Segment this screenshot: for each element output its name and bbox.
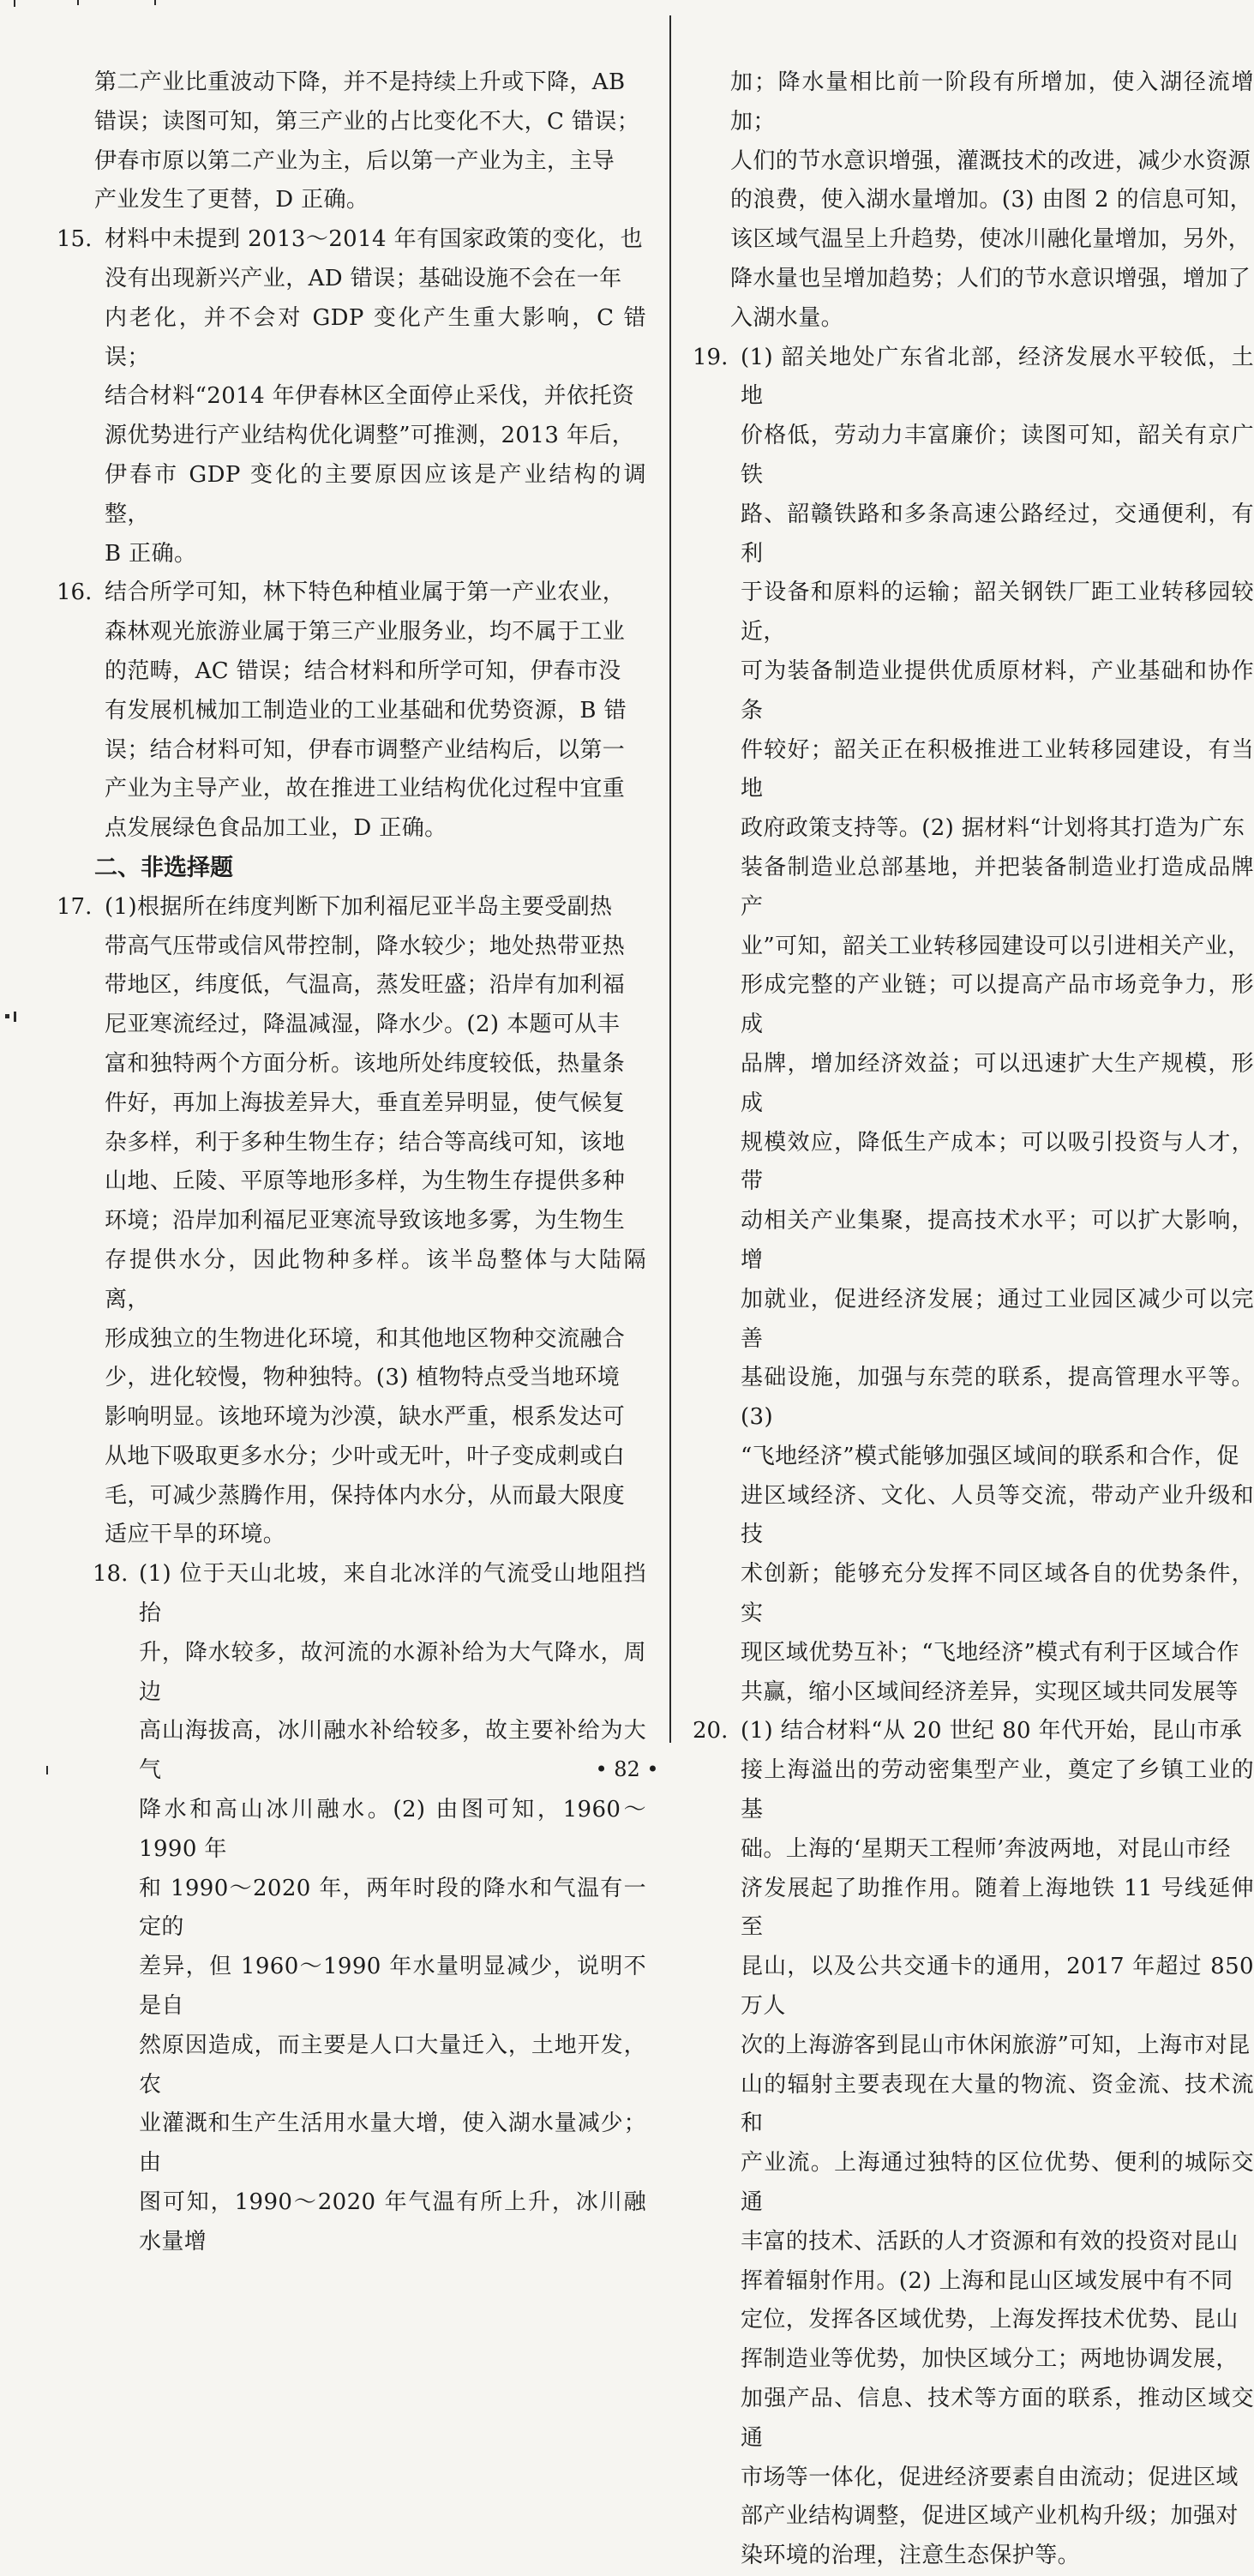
scan-mark bbox=[77, 0, 79, 5]
answer-text: 材料中未提到 2013～2014 年有国家政策的变化，也 没有出现新兴产业，AD 错误；基础设施不会在一年 内老化，并不会对 GDP 变化产生重大影响，C 错误； 结合材料“2014 年伊春林区全面停止采伐，并依托资 源优势进行产业结构优化调整”可推测，2013 年后， 伊春市 GDP 变化的主要原因应该是产业结构的调整， B 正确。 bbox=[105, 226, 646, 567]
answer-text: (1)根据所在纬度判断下加利福尼亚半岛主要受副热 带高气压带或信风带控制，降水较少；地处热带亚热 带地区，纬度低，气温高，蒸发旺盛；沿岸有加利福 尼亚寒流经过，降温减湿，降水少。(2) 本题可从丰 富和独特两个方面分析。该地所处纬度较低，热量条 件好，再加上海拔差异大，垂直差异明显，使气候复 杂多样，利于多种生物生存；结合等高线可知，该地 山地、丘陵、平原等地形多样，为生物生存提供多种 环境；沿岸加利福尼亚寒流导致该地多雾，为生物生 存提供水分，因此物种多样。该半岛整体与大陆隔离， 形成独立的生物进化环境，和其他地区物种交流融合 少，进化较慢，物种独特。(3) 植物特点受当地环境 影响明显。该地环境为沙漠，缺水严重，根系发达可 从地下吸取更多水分；少叶或无叶，叶子变成刺或白 毛，可减少蒸腾作用，保持体内水分，从而最大限度 适应干旱的环境。 bbox=[105, 893, 646, 1548]
answer-number: 18. bbox=[93, 1561, 129, 1588]
answer-item bbox=[693, 1712, 1254, 2576]
right-column bbox=[693, 63, 1254, 2576]
answer-item bbox=[693, 339, 1254, 1713]
page-number: • 82 • bbox=[595, 1757, 659, 1781]
scan-mark bbox=[14, 0, 15, 7]
answer-text: (1) 韶关地处广东省北部，经济发展水平较低，土地 价格低，劳动力丰富廉价；读图可知，韶关有京广铁 路、韶赣铁路和多条高速公路经过，交通便利，有利 于设备和原料的运输；韶关钢铁厂距工业转移园较近， 可为装备制造业提供优质原材料，产业基础和协作条 件较好；韶关正在积极推进工业转移园建设，有当地 政府政策支持等。(2) 据材料“计划将其打造为广东 装备制造业总部基地，并把装备制造业打造成品牌产 业”可知，韶关工业转移园建设可以引进相关产业， 形成完整的产业链；可以提高产品市场竞争力，形成 品牌，增加经济效益；可以迅速扩大生产规模，形成 规模效应，降低生产成本；可以吸引投资与人才，带 动相关产业集聚，提高技术水平；可以扩大影响，增 加就业，促进经济发展；通过工业园区减少可以完善 基础设施，加强与东莞的联系，提高管理水平等。(3) “飞地经济”模式能够加强区域间的联系和合作，促 进区域经济、文化、人员等交流，带动产业升级和技 术创新；能够充分发挥不同区域各自的优势条件，实 现区域优势互补；“飞地经济”模式有利于区域合作 共赢，缩小区域间经济差异，实现区域共同发展等 bbox=[741, 344, 1254, 1705]
scan-mark bbox=[5, 1014, 9, 1018]
answer-number: 17. bbox=[57, 893, 93, 920]
answer-number: 15. bbox=[57, 226, 93, 253]
answer-number: 16. bbox=[57, 579, 93, 606]
answer-item bbox=[93, 1555, 646, 2261]
scan-mark bbox=[154, 0, 156, 5]
scan-mark bbox=[14, 1012, 16, 1022]
answer-item bbox=[57, 888, 646, 1556]
answer-number: 20. bbox=[693, 1718, 729, 1744]
answer-text: (1) 结合材料“从 20 世纪 80 年代开始，昆山市承 接上海溢出的劳动密集型产业，奠定了乡镇工业的基 础。上海的‘星期天工程师’奔波两地，对昆山市经 济发展起了助推作用。随着上海地铁 11 号线延伸至 昆山，以及公共交通卡的通用，2017 年超过 850 万人 次的上海游客到昆山市休闲旅游”可知，上海市对昆 山的辐射主要表现在大量的物流、资金流、技术流和 产业流。上海通过独特的区位优势、便利的城际交通 丰富的技术、活跃的人才资源和有效的投资对昆山 挥着辐射作用。(2) 上海和昆山区域发展中有不同 定位，发挥各区域优势，上海发挥技术优势、昆山 挥制造业等优势，加快区域分工；两地协调发展， 加强产品、信息、技术等方面的联系，推动区域交通 市场等一体化，促进经济要素自由流动；促进区域 部产业结构调整，促进区域产业机构升级；加强对 染环境的治理，注意生态保护等。 bbox=[741, 1718, 1254, 2569]
answer-number: 19. bbox=[693, 344, 729, 370]
section-title: 二、非选择题 bbox=[94, 854, 233, 881]
answer-continuation: 第二产业比重波动下降，并不是持续上升或下降，AB 错误；读图可知，第三产业的占比变化不大，C 错误； 伊春市原以第二产业为主，后以第一产业为主，主导 产业发生了更替，D 正确。 bbox=[94, 69, 640, 213]
column-divider bbox=[669, 15, 671, 1743]
answer-text: 结合所学可知，林下特色种植业属于第一产业农业， 森林观光旅游业属于第三产业服务业，均不属于工业 的范畴，AC 错误；结合材料和所学可知，伊春市没 有发展机械加工制造业的工业基础和优势资源，B 错 误；结合材料可知，伊春市调整产业结构后，以第一 产业为主导产业，故在推进工业结构优化过程中宜重 点发展绿色食品加工业，D 正确。 bbox=[105, 579, 627, 842]
answer-item bbox=[57, 573, 646, 849]
answer-text: (1) 位于天山北坡，来自北冰洋的气流受山地阻挡抬 升，降水较多，故河流的水源补给为大气降水，周边 高山海拔高，冰川融水补给较多，故主要补给为大气 降水和高山冰川融水。(2) 由图可知，1960～1990 年 和 1990～2020 年，两年时段的降水和气温有一定的 差异，但 1960～1990 年水量明显减少，说明不是自 然原因造成，而主要是人口大量迁入，土地开发，农 业灌溉和生产生活用水量大增，使入湖水量减少；由 图可知，1990～2020 年气温有所上升，冰川融水量增 bbox=[139, 1561, 646, 2255]
answer-item bbox=[57, 220, 646, 573]
left-column bbox=[57, 63, 646, 2262]
answer-continuation: 加；降水量相比前一阶段有所增加，使入湖径流增加； 人们的节水意识增强，灌溉技术的改进，减少水资源 的浪费，使入湖水量增加。(3) 由图 2 的信息可知， 该区域气温呈上升趋势，使冰川融化量增加，另外， 降水量也呈增加趋势；人们的节水意识增强，增加了 入湖水量。 bbox=[730, 69, 1254, 331]
